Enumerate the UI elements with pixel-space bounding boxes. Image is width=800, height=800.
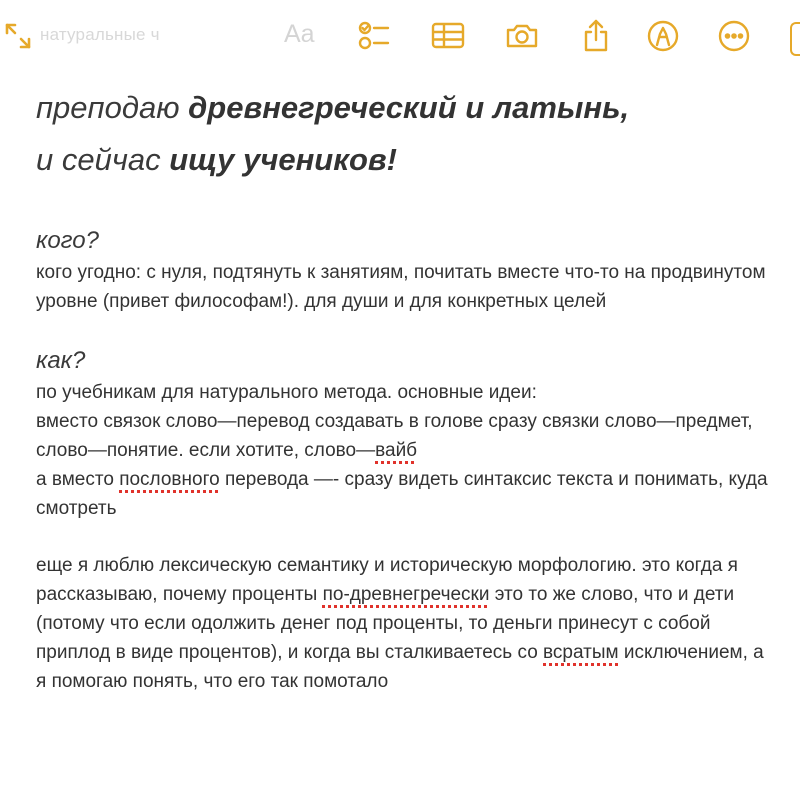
collapse-icon[interactable]: [2, 20, 34, 52]
section-title-how: как?: [36, 347, 86, 374]
toolbar: [0, 0, 800, 72]
more-icon[interactable]: [716, 18, 752, 54]
note-body[interactable]: [36, 82, 776, 696]
camera-icon[interactable]: [504, 18, 540, 54]
section-text-semantics: еще я люблю лексическую семантику и историческую морфологию. это когда я рассказываю, почему проценты по-древнегречески это то же слово, что и дети (потому что если одолжить денег под проценты, то деньги принесут с собой приплод в виде процентов), и когда вы сталкиваетесь со всратым исключением, а я помогаю понять, что его так помотало: [36, 555, 764, 692]
markup-pen-icon[interactable]: [645, 18, 681, 54]
spelling-flag: всратым: [543, 642, 619, 663]
spelling-flag: пословного: [119, 469, 220, 490]
section-text-who: кого угодно: с нуля, подтянуть к занятиям, почитать вместе что-то на продвинутом уровне (привет философам!). для души и для конкретных целей: [36, 262, 766, 312]
spelling-flag: вайб: [375, 440, 418, 461]
share-icon[interactable]: [578, 18, 614, 54]
spelling-flag: по-древнегречески: [322, 584, 490, 605]
checklist-icon[interactable]: [356, 18, 392, 54]
note-heading: преподаю древнегреческий и латынь, и сейчас ищу учеников!: [36, 90, 630, 177]
compose-icon[interactable]: [790, 22, 800, 56]
text-format-button[interactable]: Aa: [284, 20, 315, 48]
table-icon[interactable]: [430, 18, 466, 54]
note-title-faded: натуральные ч: [40, 25, 160, 44]
section-text-how: по учебникам для натурального метода. основные идеи: вместо связок слово—перевод создавать в голове сразу связки слово—предмет, слово—понятие. если хотите, слово—вайб а вместо пословного перевода —- сразу видеть синтаксис текста и понимать, куда смотреть: [36, 382, 768, 519]
section-title-who: кого?: [36, 227, 99, 254]
